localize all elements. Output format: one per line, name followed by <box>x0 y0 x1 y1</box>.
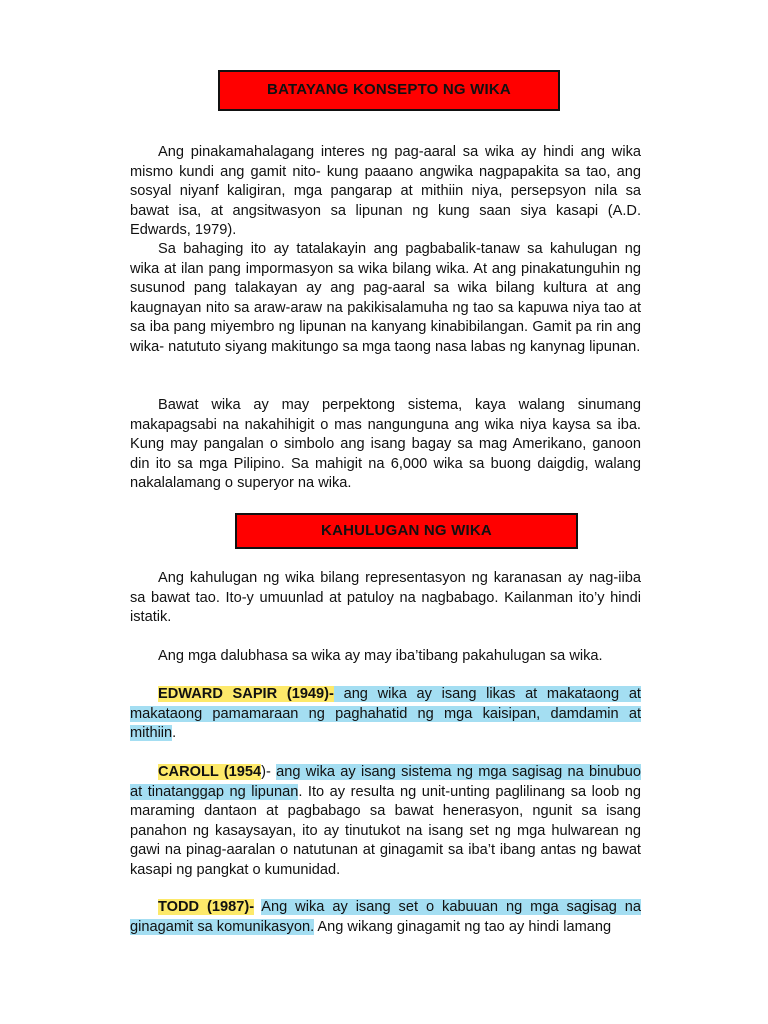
paragraph-3: Bawat wika ay may perpektong sistema, kaya walang sinumang makapagsabi na nakahihigit o mas nangunguna ang wika niya kaysa sa iba. Kung may pangalan o simbolo ang isang bagay sa mag Amerikano, ganoon din ito sa mga Pilipino. Sa mahigit na 6,000 wika sa buong daigdig, walang nakalalamang o superyor na wika. <box>130 397 641 491</box>
definition-author: CAROLL (1954 <box>158 764 262 780</box>
definition-highlight: ang wika ay isang likas at makataong at makataong pamamaraan ng paghahatid ng mga kaisipan, damdamin at mithiin <box>130 686 641 741</box>
main-heading-banner <box>218 70 560 111</box>
definition-author: EDWARD SAPIR (1949)- <box>158 686 334 702</box>
definition-highlight: ang wika ay isang sistema ng mga sagisag na binubuo at tinatanggap ng lipunan <box>130 764 641 800</box>
definition-author: TODD (1987)- <box>158 899 255 915</box>
paragraph-1: Ang pinakamahalagang interes ng pag-aaral sa wika ay hindi ang wika mismo kundi ang gamit nito- kung paaano angwika nagpapakita sa tao, ang sosyal niyanf kaligiran, mga pangarap at mithiin niya, persepsyon nila sa bawat isa, at angsitwasyon sa lipunan ng kung saan siya kasapi (A.D. Edwards, 1979). <box>130 144 641 238</box>
paragraph-4: Ang kahulugan ng wika bilang representasyon ng karanasan ay nag-iiba sa bawat tao. Ito-y umuunlad at patuloy na nagbabago. Kailanman ito’y hindi istatik. <box>130 570 641 625</box>
definition-rest: . <box>172 725 177 741</box>
definition-sapir <box>130 685 641 744</box>
definition-rest: Ang wikang ginagamit ng tao ay hindi lamang <box>314 918 612 935</box>
section-heading-banner <box>235 513 578 549</box>
definition-todd <box>130 898 641 937</box>
main-heading: BATAYANG KONSEPTO NG WIKA <box>267 81 511 98</box>
paragraph-5: Ang mga dalubhasa sa wika ay may iba’tibang pakahulugan sa wika. <box>158 648 603 664</box>
definition-separator: )- <box>261 764 277 780</box>
paragraph-2: Sa bahaging ito ay tatalakayin ang pagbabalik-tanaw sa kahulugan ng wika at ilan pang impormasyon sa wika bilang wika. At ang pinakatunguhin ng susunod pang talakayan ay ang pag-aaral sa wika bilang kultura at ang kaugnayan nito sa araw-araw na pakikisalamuha ng tao sa kapuwa niya tao at sa iba pang miyembro ng lipunan na kanyang kinabibilangan. Gamit pa rin ang wika- natututo siyang makitungo sa mga taong nasa labas ng kanynag lipunan. <box>130 241 641 355</box>
definition-highlight: Ang wika ay isang set o kabuuan ng mga sagisag na ginagamit sa komunikasyon. <box>130 899 642 935</box>
definition-rest: . Ito ay resulta ng unit-unting paglilinang sa loob ng maraming dantaon at pagbabago sa bawat henerasyon, ngunit sa isang panahon ng kasaysayan, ito ay tinutukot na isang set ng mga hulwarean ng gawi na pinag-aaralan o natutunan at ginagamit sa iba’t ibang antas ng bawat kasapi ng pangkat o kumunidad. <box>130 783 641 878</box>
section-heading: KAHULUGAN NG WIKA <box>321 522 492 539</box>
definition-caroll <box>130 763 641 880</box>
